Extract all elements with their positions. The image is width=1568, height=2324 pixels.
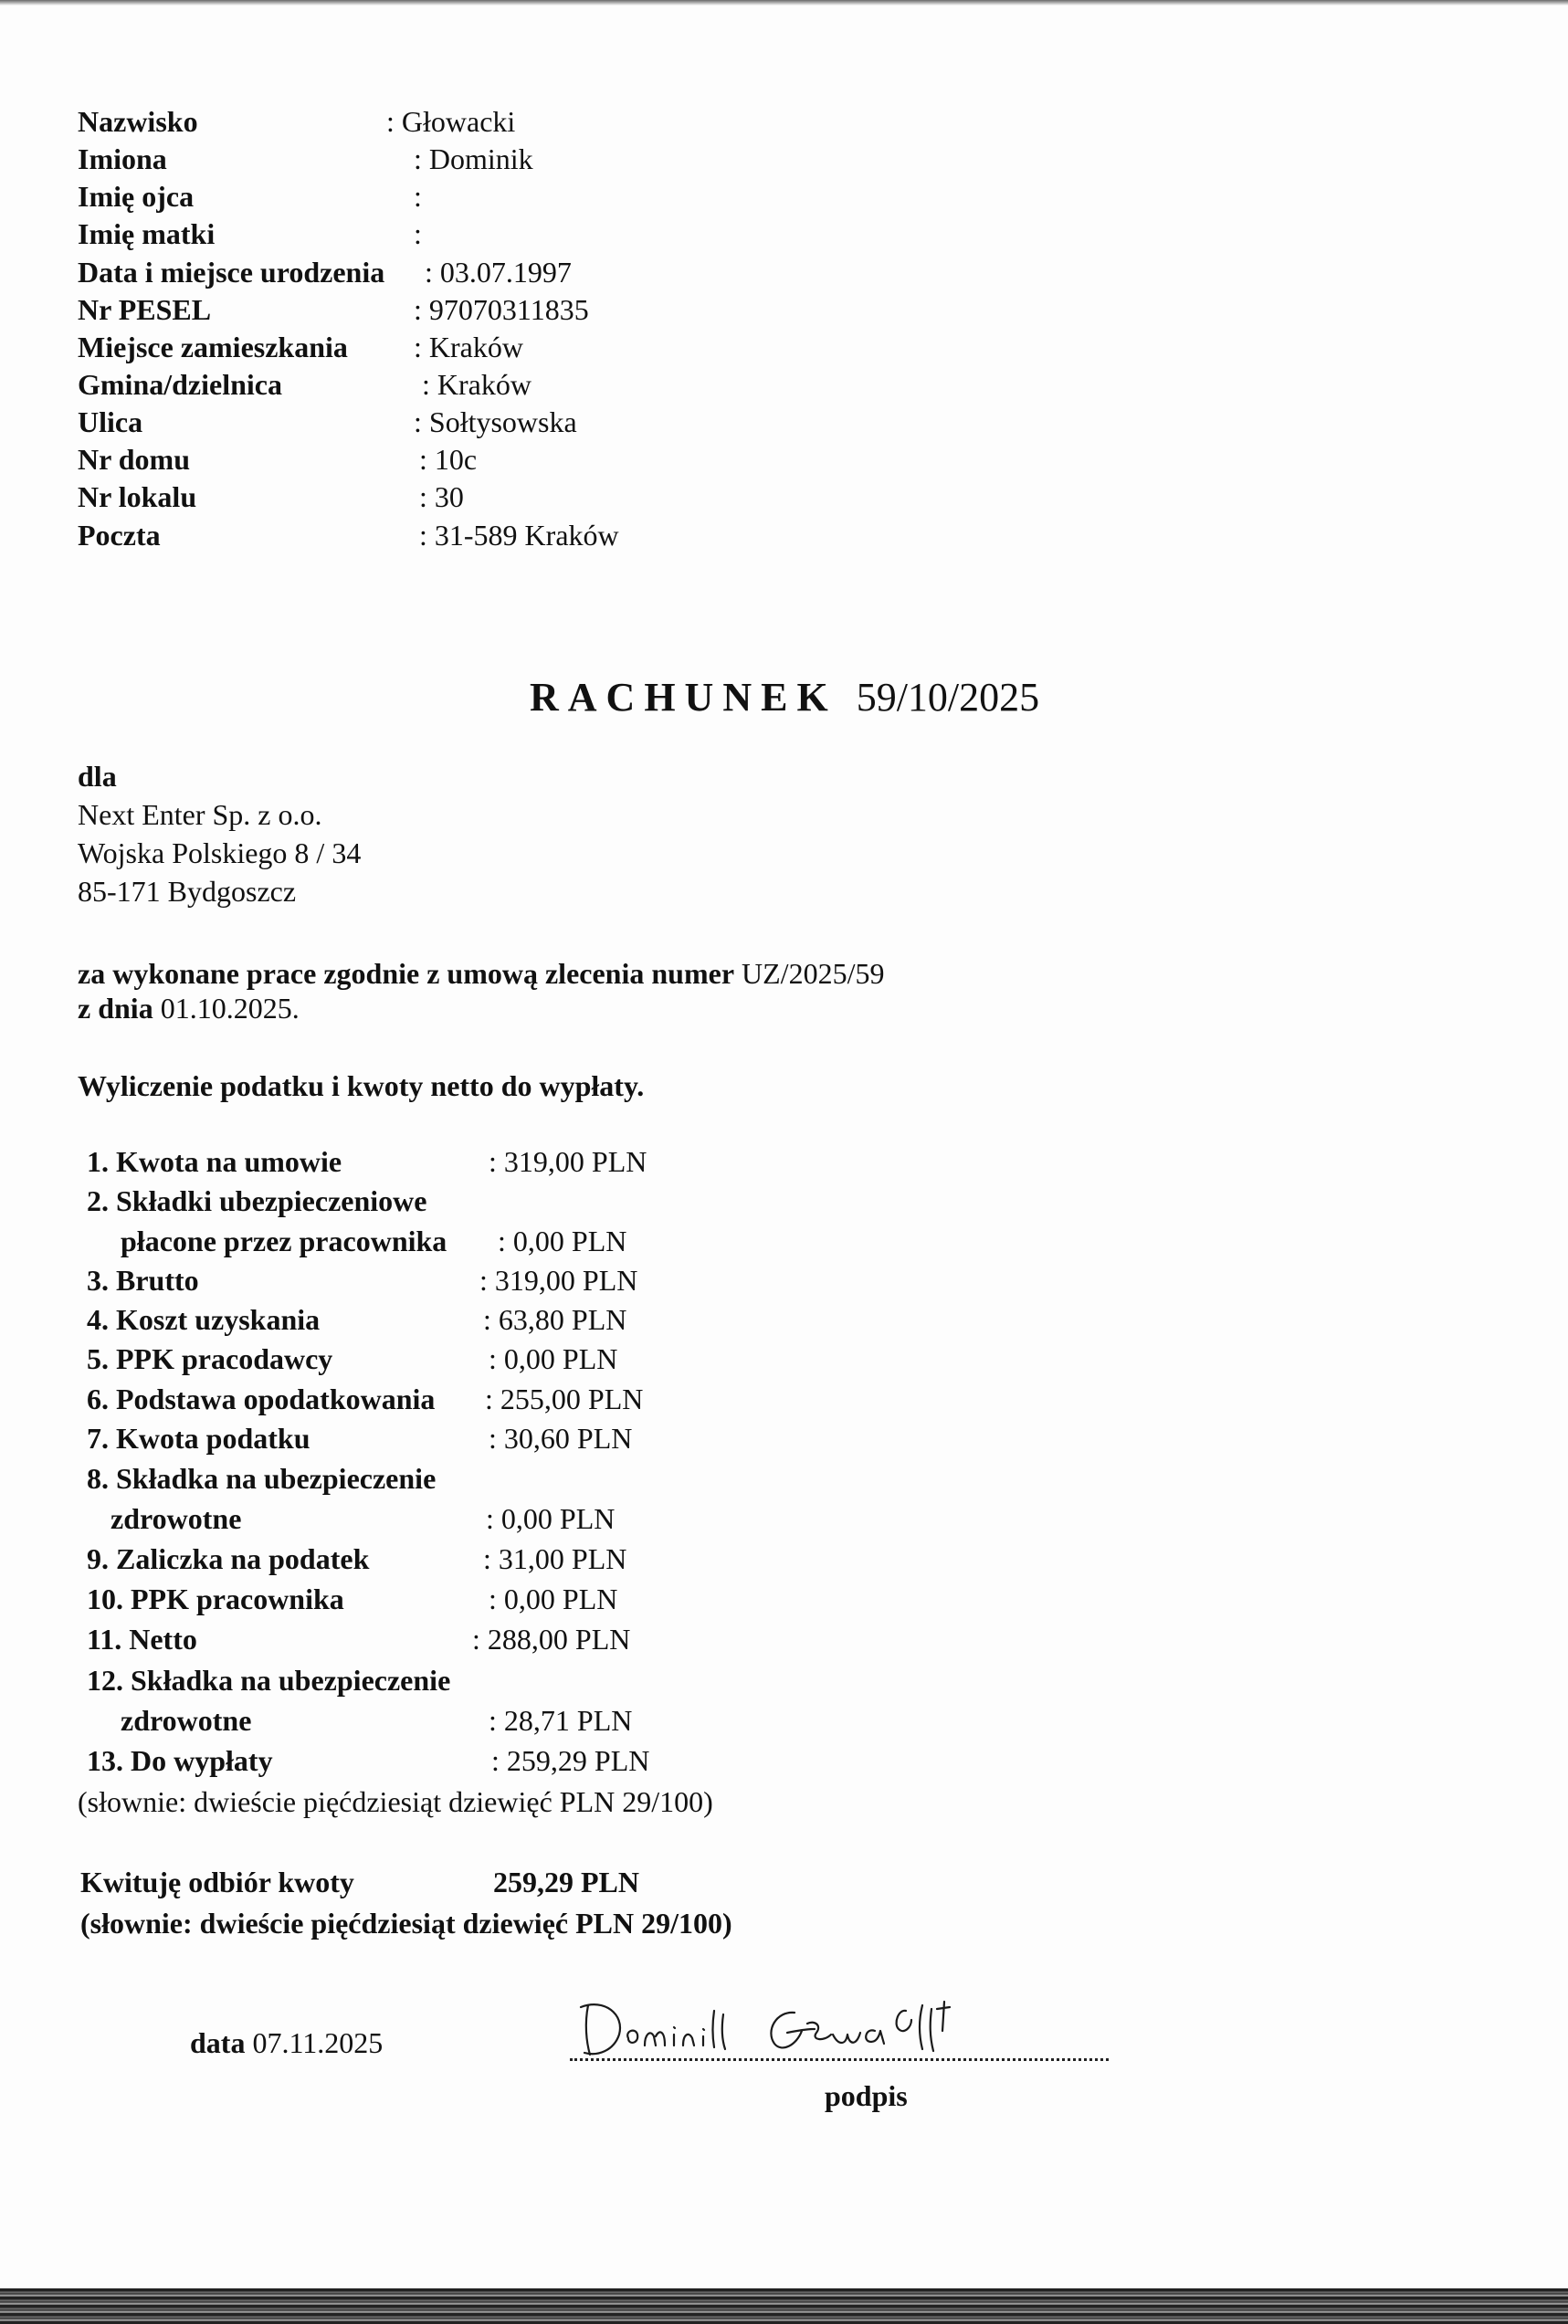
field-label: Nr lokalu: [78, 480, 197, 513]
field-value: : 97070311835: [414, 293, 589, 326]
contract-line: [78, 957, 884, 990]
calc-item-label: 4. Koszt uzyskania: [87, 1303, 321, 1336]
scan-bottom-edge: [0, 2288, 1568, 2324]
field-value: : Sołtysowska: [414, 405, 577, 438]
calc-item-value: : 0,00 PLN: [498, 1225, 627, 1257]
calc-item: [121, 1704, 633, 1737]
field-label: Nr PESEL: [78, 293, 212, 326]
calc-item-label: 10. PPK pracownika: [87, 1583, 344, 1615]
calc-item-value: : 288,00 PLN: [472, 1623, 631, 1656]
calc-item-label: 7. Kwota podatku: [87, 1422, 310, 1455]
field-value: : 31-589 Kraków: [419, 519, 619, 552]
receipt-in-words: (słownie: dwieście pięćdziesiąt dziewięć PLN 29/100): [80, 1907, 732, 1940]
field-value: : 30: [419, 480, 464, 513]
field-value: : Głowacki: [386, 105, 516, 138]
personal-row: [78, 331, 523, 363]
personal-row: [78, 217, 422, 250]
signature-drawing: [568, 1978, 1116, 2069]
receipt-line: [80, 1866, 639, 1898]
calc-item: [87, 1383, 644, 1415]
calc-item-value: : 28,71 PLN: [489, 1704, 633, 1737]
date-label: data: [190, 2026, 246, 2059]
calc-item-label: 3. Brutto: [87, 1264, 199, 1297]
calc-item-label: 9. Zaliczka na podatek: [87, 1542, 370, 1575]
calc-item: [87, 1744, 650, 1777]
calc-item: [87, 1542, 627, 1575]
field-label: Data i miejsce urodzenia: [78, 256, 385, 289]
calc-item: [87, 1664, 450, 1697]
calc-item: [87, 1342, 618, 1375]
calc-item: [87, 1422, 633, 1455]
signature-line: [570, 2058, 1109, 2061]
title-number: 59/10/2025: [856, 675, 1040, 720]
field-label: Nazwisko: [78, 105, 198, 138]
calc-item-label: 13. Do wypłaty: [87, 1744, 273, 1777]
field-value: :: [414, 180, 422, 213]
field-value: : 03.07.1997: [425, 256, 572, 289]
recipient-label: dla: [78, 760, 117, 793]
contract-date-label: z dnia: [78, 992, 153, 1025]
recipient-line: Wojska Polskiego 8 / 34: [78, 836, 362, 869]
calc-item: [87, 1145, 647, 1178]
calc-item-label: płacone przez pracownika: [121, 1225, 447, 1257]
calc-item: [87, 1623, 631, 1656]
calc-item-value: : 0,00 PLN: [486, 1502, 616, 1535]
calc-item-value: : 259,29 PLN: [491, 1744, 650, 1777]
receipt-label: Kwituję odbiór kwoty: [80, 1866, 354, 1898]
calc-item-value: : 0,00 PLN: [489, 1342, 618, 1375]
field-value: : Dominik: [414, 142, 533, 175]
field-label: Nr domu: [78, 443, 190, 476]
contract-date: 01.10.2025.: [160, 992, 300, 1025]
calc-heading: Wyliczenie podatku i kwoty netto do wypłaty.: [78, 1069, 645, 1102]
document-title: [530, 674, 1039, 721]
calc-item: [87, 1583, 618, 1615]
calc-item-value: : 319,00 PLN: [479, 1264, 638, 1297]
contract-text: za wykonane prace zgodnie z umową zlecenia numer: [78, 957, 735, 990]
calc-item-label: 8. Składka na ubezpieczenie: [87, 1462, 437, 1495]
calc-item: [110, 1502, 616, 1535]
field-value: : Kraków: [414, 331, 523, 363]
calc-item-label: 6. Podstawa opodatkowania: [87, 1383, 436, 1415]
recipient-line: 85-171 Bydgoszcz: [78, 875, 297, 908]
calc-item-label: 1. Kwota na umowie: [87, 1145, 342, 1178]
calc-item: [121, 1225, 627, 1257]
contract-date-line: [78, 992, 300, 1025]
calc-item-label: 11. Netto: [87, 1623, 197, 1656]
footer-date: [190, 2026, 383, 2059]
field-label: Ulica: [78, 405, 143, 438]
field-value: : 10c: [419, 443, 478, 476]
personal-row: [78, 480, 464, 513]
field-value: :: [414, 217, 422, 250]
calc-item-label: 2. Składki ubezpieczeniowe: [87, 1184, 427, 1217]
calc-item-value: : 0,00 PLN: [489, 1583, 618, 1615]
calc-item-value: : 255,00 PLN: [485, 1383, 644, 1415]
recipient-line: Next Enter Sp. z o.o.: [78, 798, 322, 831]
calc-item-label: 5. PPK pracodawcy: [87, 1342, 333, 1375]
personal-row: [78, 368, 531, 401]
calc-item-label: zdrowotne: [110, 1502, 242, 1535]
calc-item-value: : 30,60 PLN: [489, 1422, 633, 1455]
calc-item: [87, 1264, 638, 1297]
calc-item: [87, 1462, 436, 1495]
handwritten-signature: [568, 1978, 1116, 2069]
calc-item: [87, 1184, 426, 1217]
personal-row: [78, 142, 533, 175]
personal-row: [78, 443, 478, 476]
contract-number: UZ/2025/59: [742, 957, 885, 990]
field-label: Imię ojca: [78, 180, 195, 213]
field-label: Gmina/dzielnica: [78, 368, 282, 401]
title-word: RACHUNEK: [530, 675, 837, 720]
amount-in-words: (słownie: dwieście pięćdziesiąt dziewięć PLN 29/100): [78, 1785, 713, 1818]
field-label: Poczta: [78, 519, 161, 552]
personal-row: [78, 180, 422, 213]
calc-item-label: 12. Składka na ubezpieczenie: [87, 1664, 451, 1697]
calc-item-value: : 31,00 PLN: [483, 1542, 627, 1575]
personal-row: [78, 256, 572, 289]
calc-item: [87, 1303, 627, 1336]
field-label: Imię matki: [78, 217, 216, 250]
personal-row: [78, 405, 577, 438]
scan-top-edge: [0, 0, 1568, 5]
field-value: : Kraków: [422, 368, 531, 401]
personal-row: [78, 293, 589, 326]
signature-label: podpis: [825, 2079, 908, 2112]
personal-row: [78, 105, 516, 138]
field-label: Imiona: [78, 142, 167, 175]
receipt-amount: 259,29 PLN: [493, 1866, 639, 1898]
calc-item-value: : 63,80 PLN: [483, 1303, 627, 1336]
date-value: 07.11.2025: [252, 2026, 384, 2059]
field-label: Miejsce zamieszkania: [78, 331, 348, 363]
calc-item-value: : 319,00 PLN: [489, 1145, 647, 1178]
personal-row: [78, 519, 619, 552]
calc-item-label: zdrowotne: [121, 1704, 252, 1737]
